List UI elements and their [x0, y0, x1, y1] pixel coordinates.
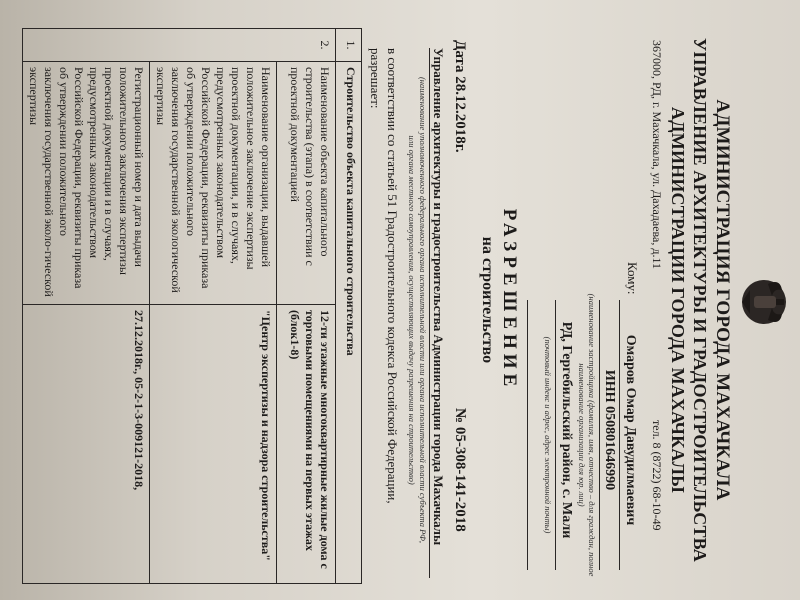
permit-details-table — [22, 28, 362, 584]
recipient-name-hint: (наименование застройщика (фамилия, имя, отчество – для граждан, полное наименование организации для юр. лиц) — [577, 293, 597, 577]
row-label: Строительство объекта капитального строительства — [336, 62, 362, 584]
row-value: 27.12.2018г., 05-2-1-3-009121-2018, — [23, 305, 150, 584]
recipient-address: РД, Гергебильский район, с. Мали — [559, 321, 574, 539]
row-label: Наименование организации, выдавшей положительное заключение экспертизы проектной документации, и в случаях, предусмотренных законодательством Российской Федерации, реквизиты приказа об утверждении положительного заключения государственной экологической экспертизы — [150, 62, 277, 305]
row-label: Регистрационный номер и дата выдачи положительного заключения экспертизы проектной документации и в случаях, предусмотренных законодательством Российской Федерации, реквизиты приказа об утверждении положительного заключения государственной эколо-гической экспертизы — [23, 62, 150, 305]
org-phone: тел. 8 (8722) 68-10-49 — [650, 420, 664, 531]
address-underline — [555, 300, 556, 570]
row-value: 12-ти этажные многоквартирные жилые дома с торговыми помещениями на первых этажах (блок1-8) — [277, 305, 336, 584]
recipient-address-hint: (почтовый индекс и адрес, адрес электронной почты) — [543, 336, 553, 534]
permits-text: разрешает: — [368, 48, 383, 109]
authority-hint-line1: (наименование уполномоченного федерального органа исполнительной власти или органа исполнительной власти субъекта РФ, — [418, 76, 428, 544]
recipient-inn: ИНН 050801646990 — [602, 369, 617, 491]
permit-number: № 05-308-141-2018 — [452, 408, 468, 532]
permit-date: Дата 28.12.2018г. — [452, 40, 468, 153]
issuing-authority: Управление архитектуры и градостроительства Администрации города Махачкалы — [431, 48, 446, 546]
org-name-line3: АДМИНИСТРАЦИИ ГОРОДА МАХАЧКАЛЫ — [668, 106, 688, 494]
row-number: 1. — [336, 29, 362, 62]
document-subtitle: на строительство — [479, 236, 496, 364]
document-title: РАЗРЕШЕНИЕ — [499, 208, 520, 392]
authority-hint-line2: или органа местного самоуправления, осуществляющих выдачу разрешения на строительство) — [407, 135, 417, 485]
recipient-name: Омаров Омар Давудилмаевич — [623, 334, 638, 526]
table-row — [277, 29, 336, 584]
table-row — [23, 29, 150, 584]
legal-basis-text: в соответствии со статьей 51 Градостроительного кодекса Российской Федерации, — [385, 48, 400, 504]
authority-underline — [429, 48, 430, 578]
recipient-underline — [619, 300, 620, 570]
row-label: Наименование объекта капитального строительства (этапа) в соответствии с проектной документацией — [277, 62, 336, 305]
coat-of-arms-emblem — [738, 276, 790, 328]
table-row — [336, 29, 362, 584]
row-number: 2. — [23, 29, 336, 62]
table-row — [150, 29, 277, 584]
inn-underline — [599, 300, 600, 570]
recipient-label: Кому: — [625, 262, 640, 295]
org-address: 367000, РД, г. Махачкала, ул. Дахадаева, д.11 — [650, 40, 664, 270]
blank-underline — [527, 300, 528, 570]
row-value: "Центр экспертизы и надзора строительства" — [150, 305, 277, 584]
org-name-line1: АДМИНИСТРАЦИЯ ГОРОДА МАХАЧКАЛА — [712, 99, 733, 501]
org-name-line2: УПРАВЛЕНИЕ АРХИТЕКТУРЫ И ГРАДОСТРОИТЕЛЬСТВА — [690, 38, 710, 562]
